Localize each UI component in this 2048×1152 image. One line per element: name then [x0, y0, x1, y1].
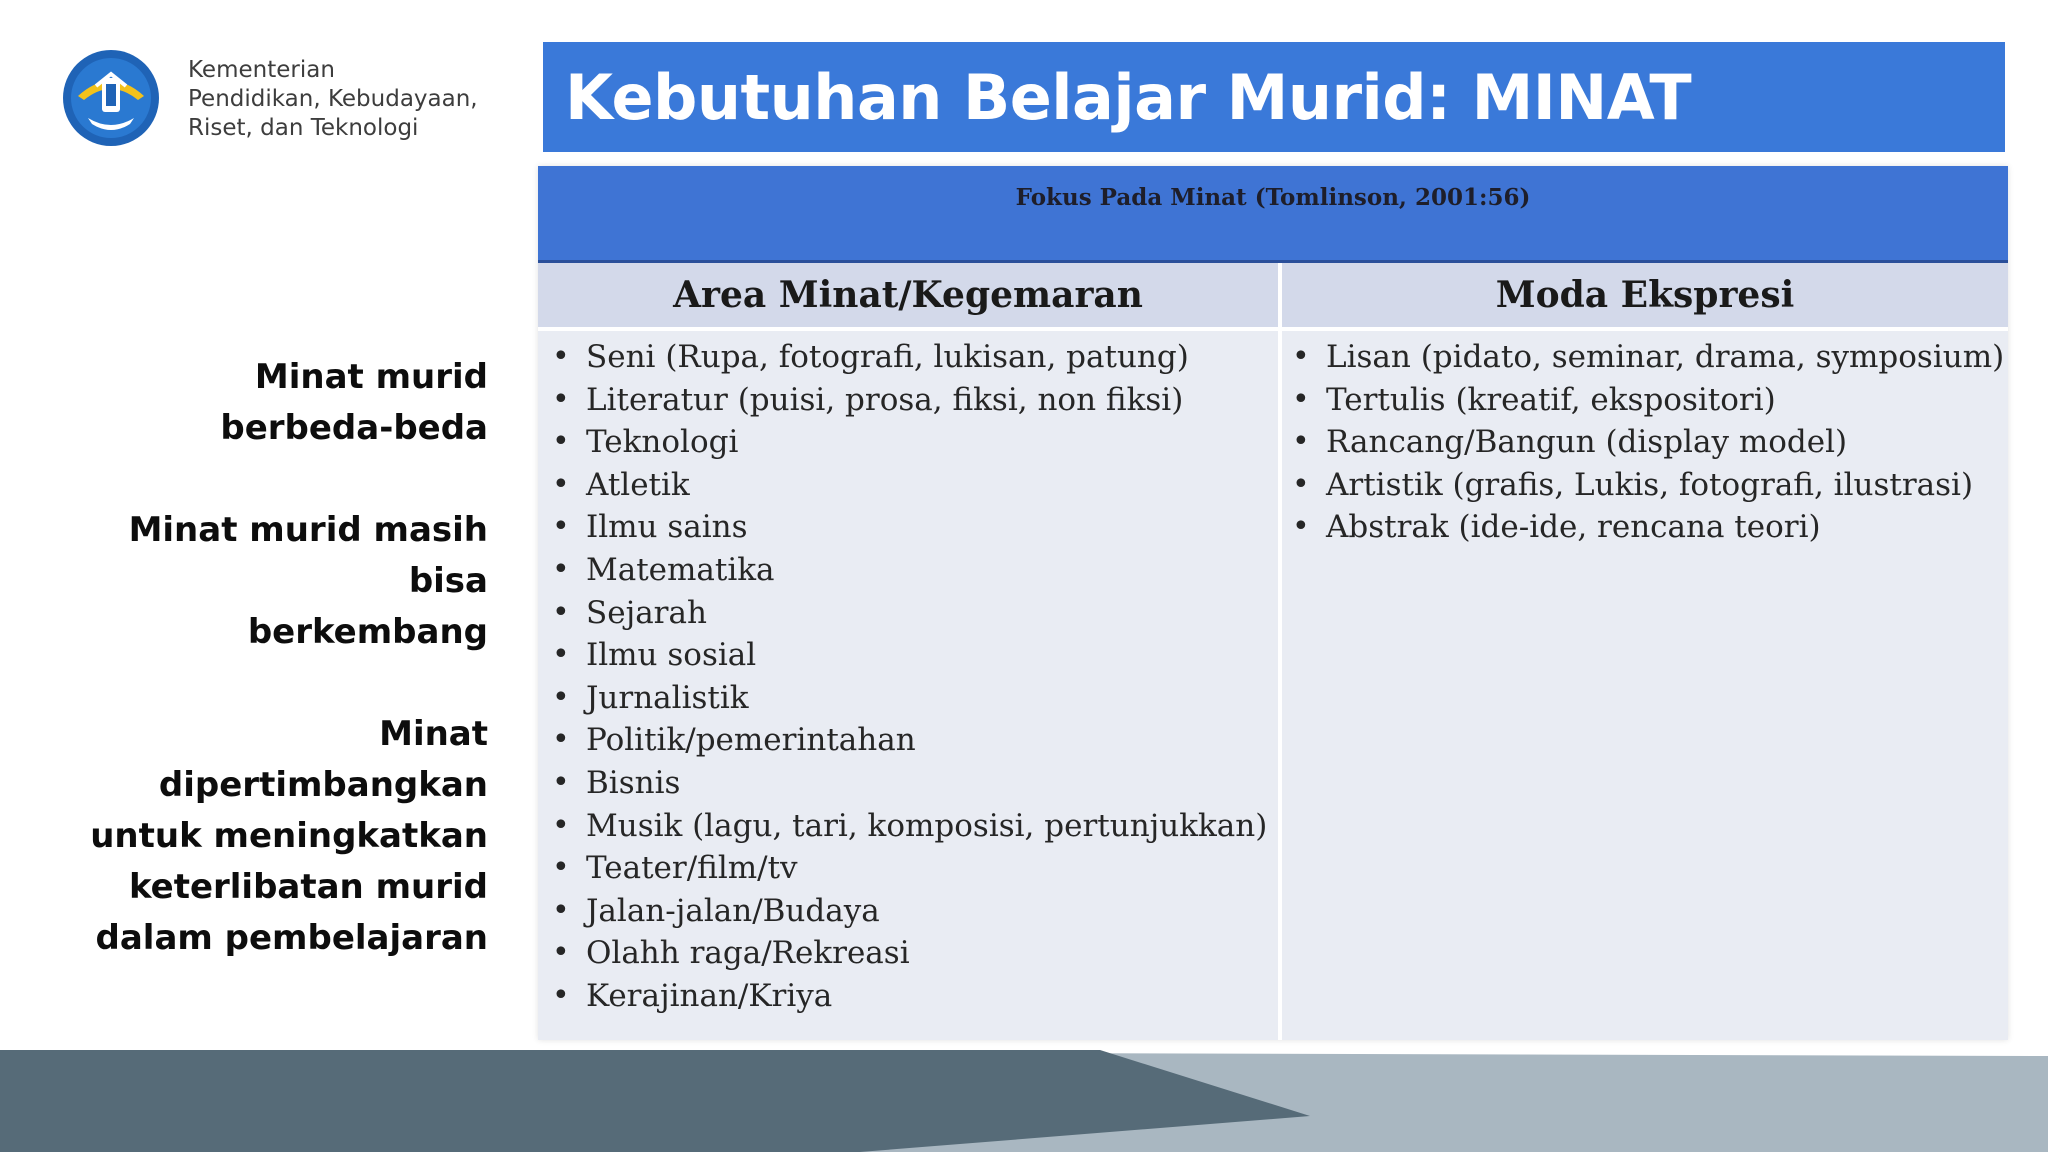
- interest-area-list-item: • Seni (Rupa, fotografi, lukisan, patung): [550, 336, 1275, 379]
- note-block: [40, 709, 488, 964]
- slide-title: Kebutuhan Belajar Murid: MINAT: [565, 60, 1692, 134]
- interest-area-list-item: • Jalan-jalan/Budaya: [550, 890, 1275, 933]
- expression-mode-list-item: • Lisan (pidato, seminar, drama, symposium): [1290, 336, 2002, 379]
- note-line: untuk meningkatkan: [90, 816, 488, 856]
- note-line: dalam pembelajaran: [95, 918, 488, 958]
- note-line: berkembang: [247, 612, 488, 652]
- interest-area-list-item: • Matematika: [550, 549, 1275, 592]
- interest-area-list: [550, 336, 1275, 1018]
- interest-area-list-item: • Jurnalistik: [550, 677, 1275, 720]
- interest-area-list-item: • Ilmu sains: [550, 506, 1275, 549]
- side-notes: [40, 352, 488, 1015]
- expression-mode-list-item: • Rancang/Bangun (display model): [1290, 421, 2002, 464]
- table-caption-bar: [538, 166, 2008, 263]
- expression-mode-list-item: • Abstrak (ide-ide, rencana teori): [1290, 506, 2002, 549]
- organization-name: [188, 56, 478, 143]
- table-caption: Fokus Pada Minat (Tomlinson, 2001:56): [1015, 184, 1531, 211]
- interest-area-list-item: • Bisnis: [550, 762, 1275, 805]
- note-line: keterlibatan murid: [128, 867, 488, 907]
- expression-mode-list: [1290, 336, 2005, 549]
- interest-area-list-item: • Politik/pemerintahan: [550, 719, 1275, 762]
- expression-mode-list-item: • Artistik (grafis, Lukis, fotografi, ilustrasi): [1290, 464, 2002, 507]
- note-line: Minat dipertimbangkan: [158, 714, 488, 805]
- note-block: [40, 352, 488, 454]
- interest-area-list-item: • Musik (lagu, tari, komposisi, pertunjukkan): [550, 805, 1275, 848]
- org-line: Riset, dan Teknologi: [188, 115, 419, 141]
- interest-area-list-item: • Teknologi: [550, 421, 1275, 464]
- note-block: [40, 505, 488, 658]
- interest-area-list-item: • Olahh raga/Rekreasi: [550, 932, 1275, 975]
- interest-area-list-item: • Teater/film/tv: [550, 847, 1275, 890]
- interest-area-list-item: • Ilmu sosial: [550, 634, 1275, 677]
- note-line: Minat murid: [254, 357, 488, 397]
- header-divider: [538, 327, 2008, 331]
- note-line: berbeda-beda: [220, 408, 488, 448]
- org-line: Pendidikan, Kebudayaan,: [188, 86, 478, 112]
- interest-table: [538, 166, 2008, 1040]
- title-bar: [543, 42, 2005, 152]
- column-header-interest-area: Area Minat/Kegemaran: [538, 263, 1278, 327]
- interest-area-list-item: • Sejarah: [550, 592, 1275, 635]
- interest-area-list-item: • Kerajinan/Kriya: [550, 975, 1275, 1018]
- expression-mode-list-item: • Tertulis (kreatif, ekspositori): [1290, 379, 2002, 422]
- interest-area-list-item: • Atletik: [550, 464, 1275, 507]
- bottom-banner: [0, 1050, 2048, 1152]
- column-header-expression-mode: Moda Ekspresi: [1282, 263, 2008, 327]
- interest-area-list-item: • Literatur (puisi, prosa, fiksi, non fiksi): [550, 379, 1275, 422]
- column-divider: [1278, 263, 1282, 1040]
- note-line: Minat murid masih bisa: [128, 510, 488, 601]
- org-line: Kementerian: [188, 57, 335, 83]
- tut-wuri-handayani-logo: [58, 48, 164, 148]
